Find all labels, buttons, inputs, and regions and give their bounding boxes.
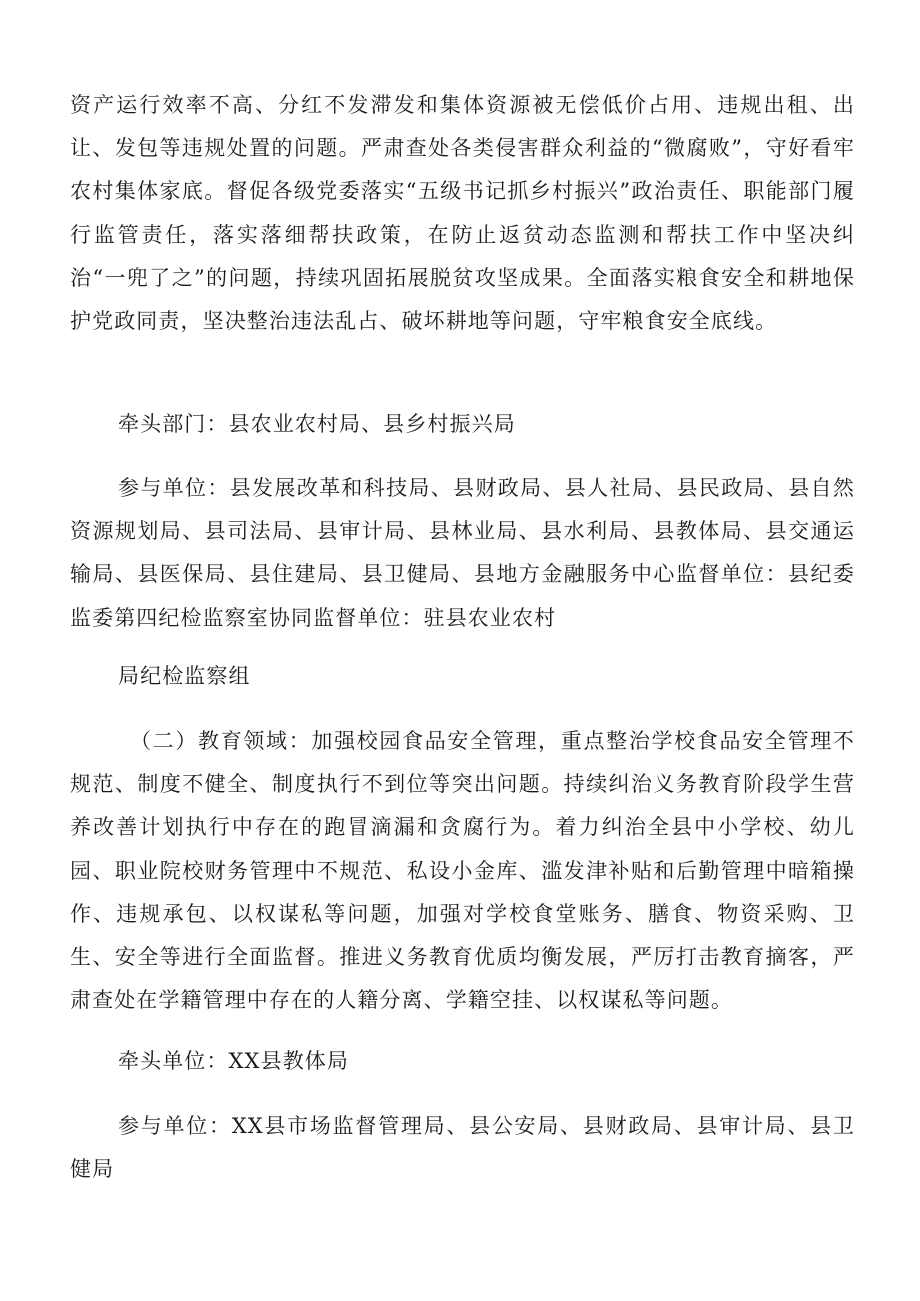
paragraph-rural-assets: 资产运行效率不高、分红不发滞发和集体资源被无偿低价占用、违规出租、出让、发包等违规处置的问题。严肃查处各类侵害群众利益的“微腐败”，守好看牢农村集体家底。督促各级党委落实“五级书记抓乡村振兴”政治责任、职能部门履行监管责任，落实落细帮扶政策，在防止返贫动态监测和帮扶工作中坚决纠治“一兜了之”的问题，持续巩固拓展脱贫攻坚成果。全面落实粮食安全和耕地保护党政同责，坚决整治违法乱占、破坏耕地等问题，守牢粮食安全底线。 bbox=[70, 93, 855, 334]
lead-department-rural: 牵头部门：县农业农村局、县乡村振兴局 bbox=[118, 412, 516, 436]
lead-unit-education: 牵头单位：XX县教体局 bbox=[118, 1049, 349, 1073]
participating-units-rural: 参与单位：县发展改革和科技局、县财政局、县人社局、县民政局、县自然资源规划局、县司法局、县审计局、县林业局、县水利局、县教体局、县交通运输局、县医保局、县住建局、县卫健局、县地方金融服务中心监督单位：县纪委监委第四纪检监察室协同监督单位：驻县农业农村 bbox=[70, 476, 855, 630]
paragraph-education-sector: （二）教育领域：加强校园食品安全管理，重点整治学校食品安全管理不规范、制度不健全、制度执行不到位等突出问题。持续纠治义务教育阶段学生营养改善计划执行中存在的跑冒滴漏和贪腐行为。着力纠治全县中小学校、幼儿园、职业院校财务管理中不规范、私设小金库、滥发津补贴和后勤管理中暗箱操作、违规承包、以权谋私等问题，加强对学校食堂账务、膳食、物资采购、卫生、安全等进行全面监督。推进义务教育优质均衡发展，严厉打击教育摘客，严肃查处在学籍管理中存在的人籍分离、学籍空挂、以权谋私等问题。 bbox=[70, 729, 855, 1013]
discipline-inspection-group: 局纪检监察组 bbox=[118, 664, 251, 688]
participating-units-education: 参与单位：XX县市场监督管理局、县公安局、县财政局、县审计局、县卫健局 bbox=[70, 1114, 855, 1182]
